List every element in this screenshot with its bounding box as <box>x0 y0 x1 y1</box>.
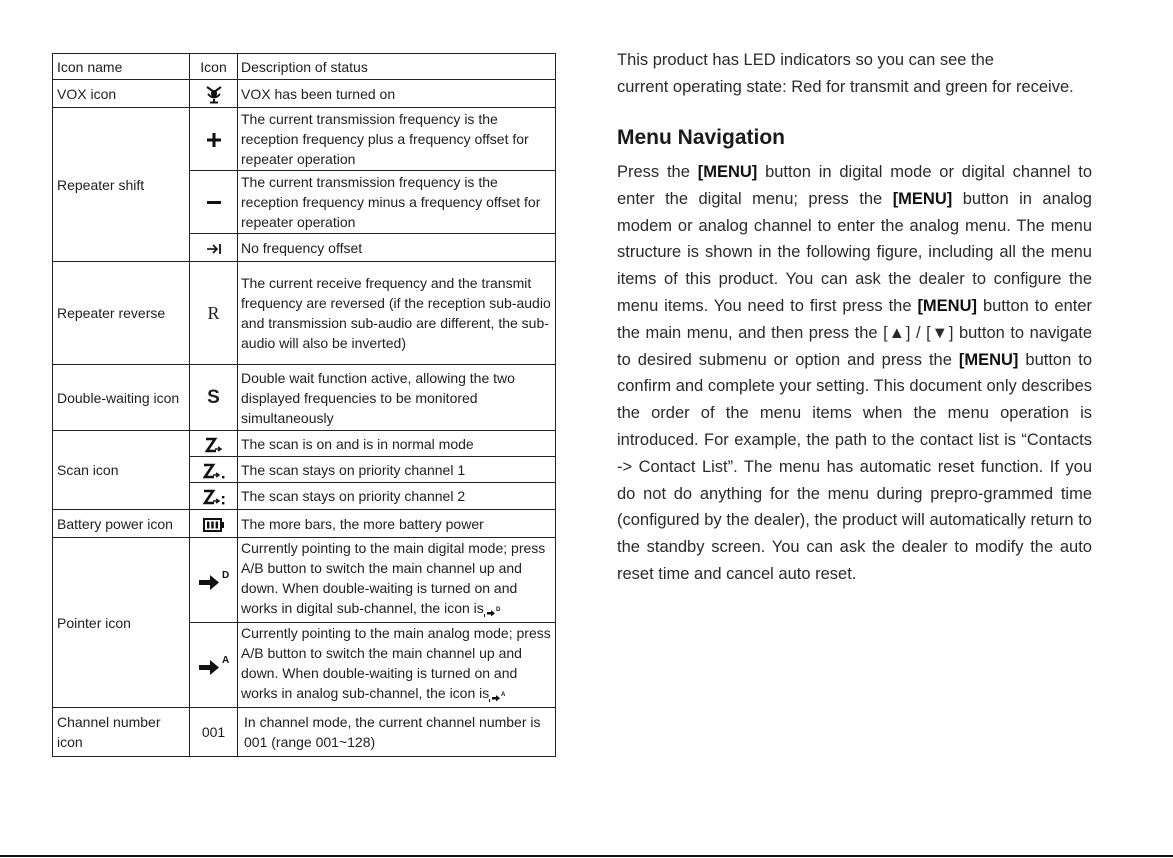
header-icon-name: Icon name <box>53 54 190 80</box>
icon-status-table <box>52 53 556 757</box>
channel-number-icon: 001 <box>201 724 226 740</box>
double-wait-s-icon: S <box>207 386 220 408</box>
intro-line-1: This product has LED indicators so you can see the <box>617 51 994 69</box>
svg-text:D: D <box>221 570 229 582</box>
page-bottom-rule <box>0 855 1173 857</box>
repeater-shift-name: Repeater shift <box>53 108 190 262</box>
table-header-row <box>53 54 556 80</box>
header-description: Description of status <box>238 54 556 80</box>
pointer-digital-icon <box>197 569 231 591</box>
pointer-analog-description: Currently pointing to the main analog mode; press A/B button to switch the main channel up and down. When double-waiting is turned on and works in analog sub-channel, the icon is <box>241 625 551 701</box>
pointer-name: Pointer icon <box>53 538 190 708</box>
table-row-repeater-shift-plus <box>53 108 556 171</box>
minus-icon <box>207 201 221 205</box>
reverse-r-icon: R <box>207 302 220 323</box>
table-row-pointer-digital <box>53 538 556 623</box>
battery-description: The more bars, the more battery power <box>238 510 556 538</box>
scan-name: Scan icon <box>53 431 190 510</box>
double-waiting-description: Double wait function active, allowing the two displayed frequencies to be monitored simultaneously <box>238 365 556 431</box>
scan-priority-1-description: The scan stays on priority channel 1 <box>238 457 556 483</box>
channel-number-description: In channel mode, the current channel number is 001 (range 001~128) <box>238 708 556 757</box>
scan-priority-2-icon <box>202 488 226 506</box>
menu-key-label: [MENU] <box>892 189 953 208</box>
menu-navigation-heading: Menu Navigation <box>617 126 786 149</box>
menu-navigation-paragraph: Press the [MENU] button in digital mode or digital channel to enter the digital menu; press the [MENU] button in analog modem or analog channel to enter the analog menu. The menu structure is shown in the following figure, including all the menu items of this product. You can ask the dealer to configure the menu items. You need to first press the [MENU] button to enter the main menu, and then press the [▲] / [▼] button to navigate to desired submenu or option and press the [MENU] button to confirm and complete your setting. This document only describes the order of the menu items when the menu operation is introduced. For example, the path to the contact list is “Contacts -> Contact List”. The menu has automatic reset function. If you do not do anything for the menu during prepro-grammed time (configured by the dealer), the product will automatically return to the standby screen. You can ask the dealer to modify the auto reset time and cancel auto reset. <box>617 163 1093 583</box>
menu-key-label: [MENU] <box>697 163 758 181</box>
repeater-reverse-description: The current receive frequency and the transmit frequency are reversed (if the reception sub-audio and transmission sub-audio are different, the sub-audio will also be inverted) <box>238 262 556 365</box>
table-row-repeater-reverse <box>53 262 556 365</box>
svg-text:A: A <box>221 655 229 667</box>
scan-priority-2-description: The scan stays on priority channel 2 <box>238 483 556 510</box>
vox-microphone-icon <box>204 84 224 104</box>
no-offset-icon <box>206 243 222 255</box>
menu-key-label: [MENU] <box>917 296 978 315</box>
repeater-shift-minus-description: The current transmission frequency is the reception frequency minus a frequency offset for repeater operation <box>238 171 556 234</box>
pointer-analog-sub-icon <box>489 687 507 707</box>
scan-normal-description: The scan is on and is in normal mode <box>238 431 556 457</box>
header-icon: Icon <box>190 54 238 80</box>
vox-name: VOX icon <box>53 80 190 108</box>
table-row-battery <box>53 510 556 538</box>
battery-name: Battery power icon <box>53 510 190 538</box>
plus-icon <box>207 133 221 147</box>
pointer-digital-sub-icon <box>484 602 502 622</box>
battery-icon <box>203 518 225 532</box>
double-waiting-name: Double-waiting icon <box>53 365 190 431</box>
repeater-shift-none-description: No frequency offset <box>238 234 556 262</box>
pointer-analog-icon <box>197 654 231 676</box>
repeater-shift-plus-description: The current transmission frequency is the reception frequency plus a frequency offset for repeater operation <box>238 108 556 171</box>
led-intro-paragraph <box>617 47 1137 101</box>
vox-description: VOX has been turned on <box>238 80 556 108</box>
svg-text:A: A <box>501 692 506 698</box>
table-row-scan-normal <box>53 431 556 457</box>
table-row-vox <box>53 80 556 108</box>
svg-text:D: D <box>495 607 501 613</box>
scan-normal-icon <box>204 436 224 454</box>
scan-priority-1-icon <box>202 462 226 480</box>
menu-key-label: [MENU] <box>958 350 1019 369</box>
table-row-channel-number <box>53 708 556 757</box>
repeater-reverse-name: Repeater reverse <box>53 262 190 365</box>
table-row-double-waiting <box>53 365 556 431</box>
pointer-digital-description: Currently pointing to the main digital mode; press A/B button to switch the main channel up and down. When double-waiting is turned on and works in digital sub-channel, the icon is <box>241 540 546 616</box>
channel-number-name: Channel number icon <box>53 708 190 757</box>
intro-line-2: current operating state: Red for transmit and green for receive. <box>617 78 1074 96</box>
